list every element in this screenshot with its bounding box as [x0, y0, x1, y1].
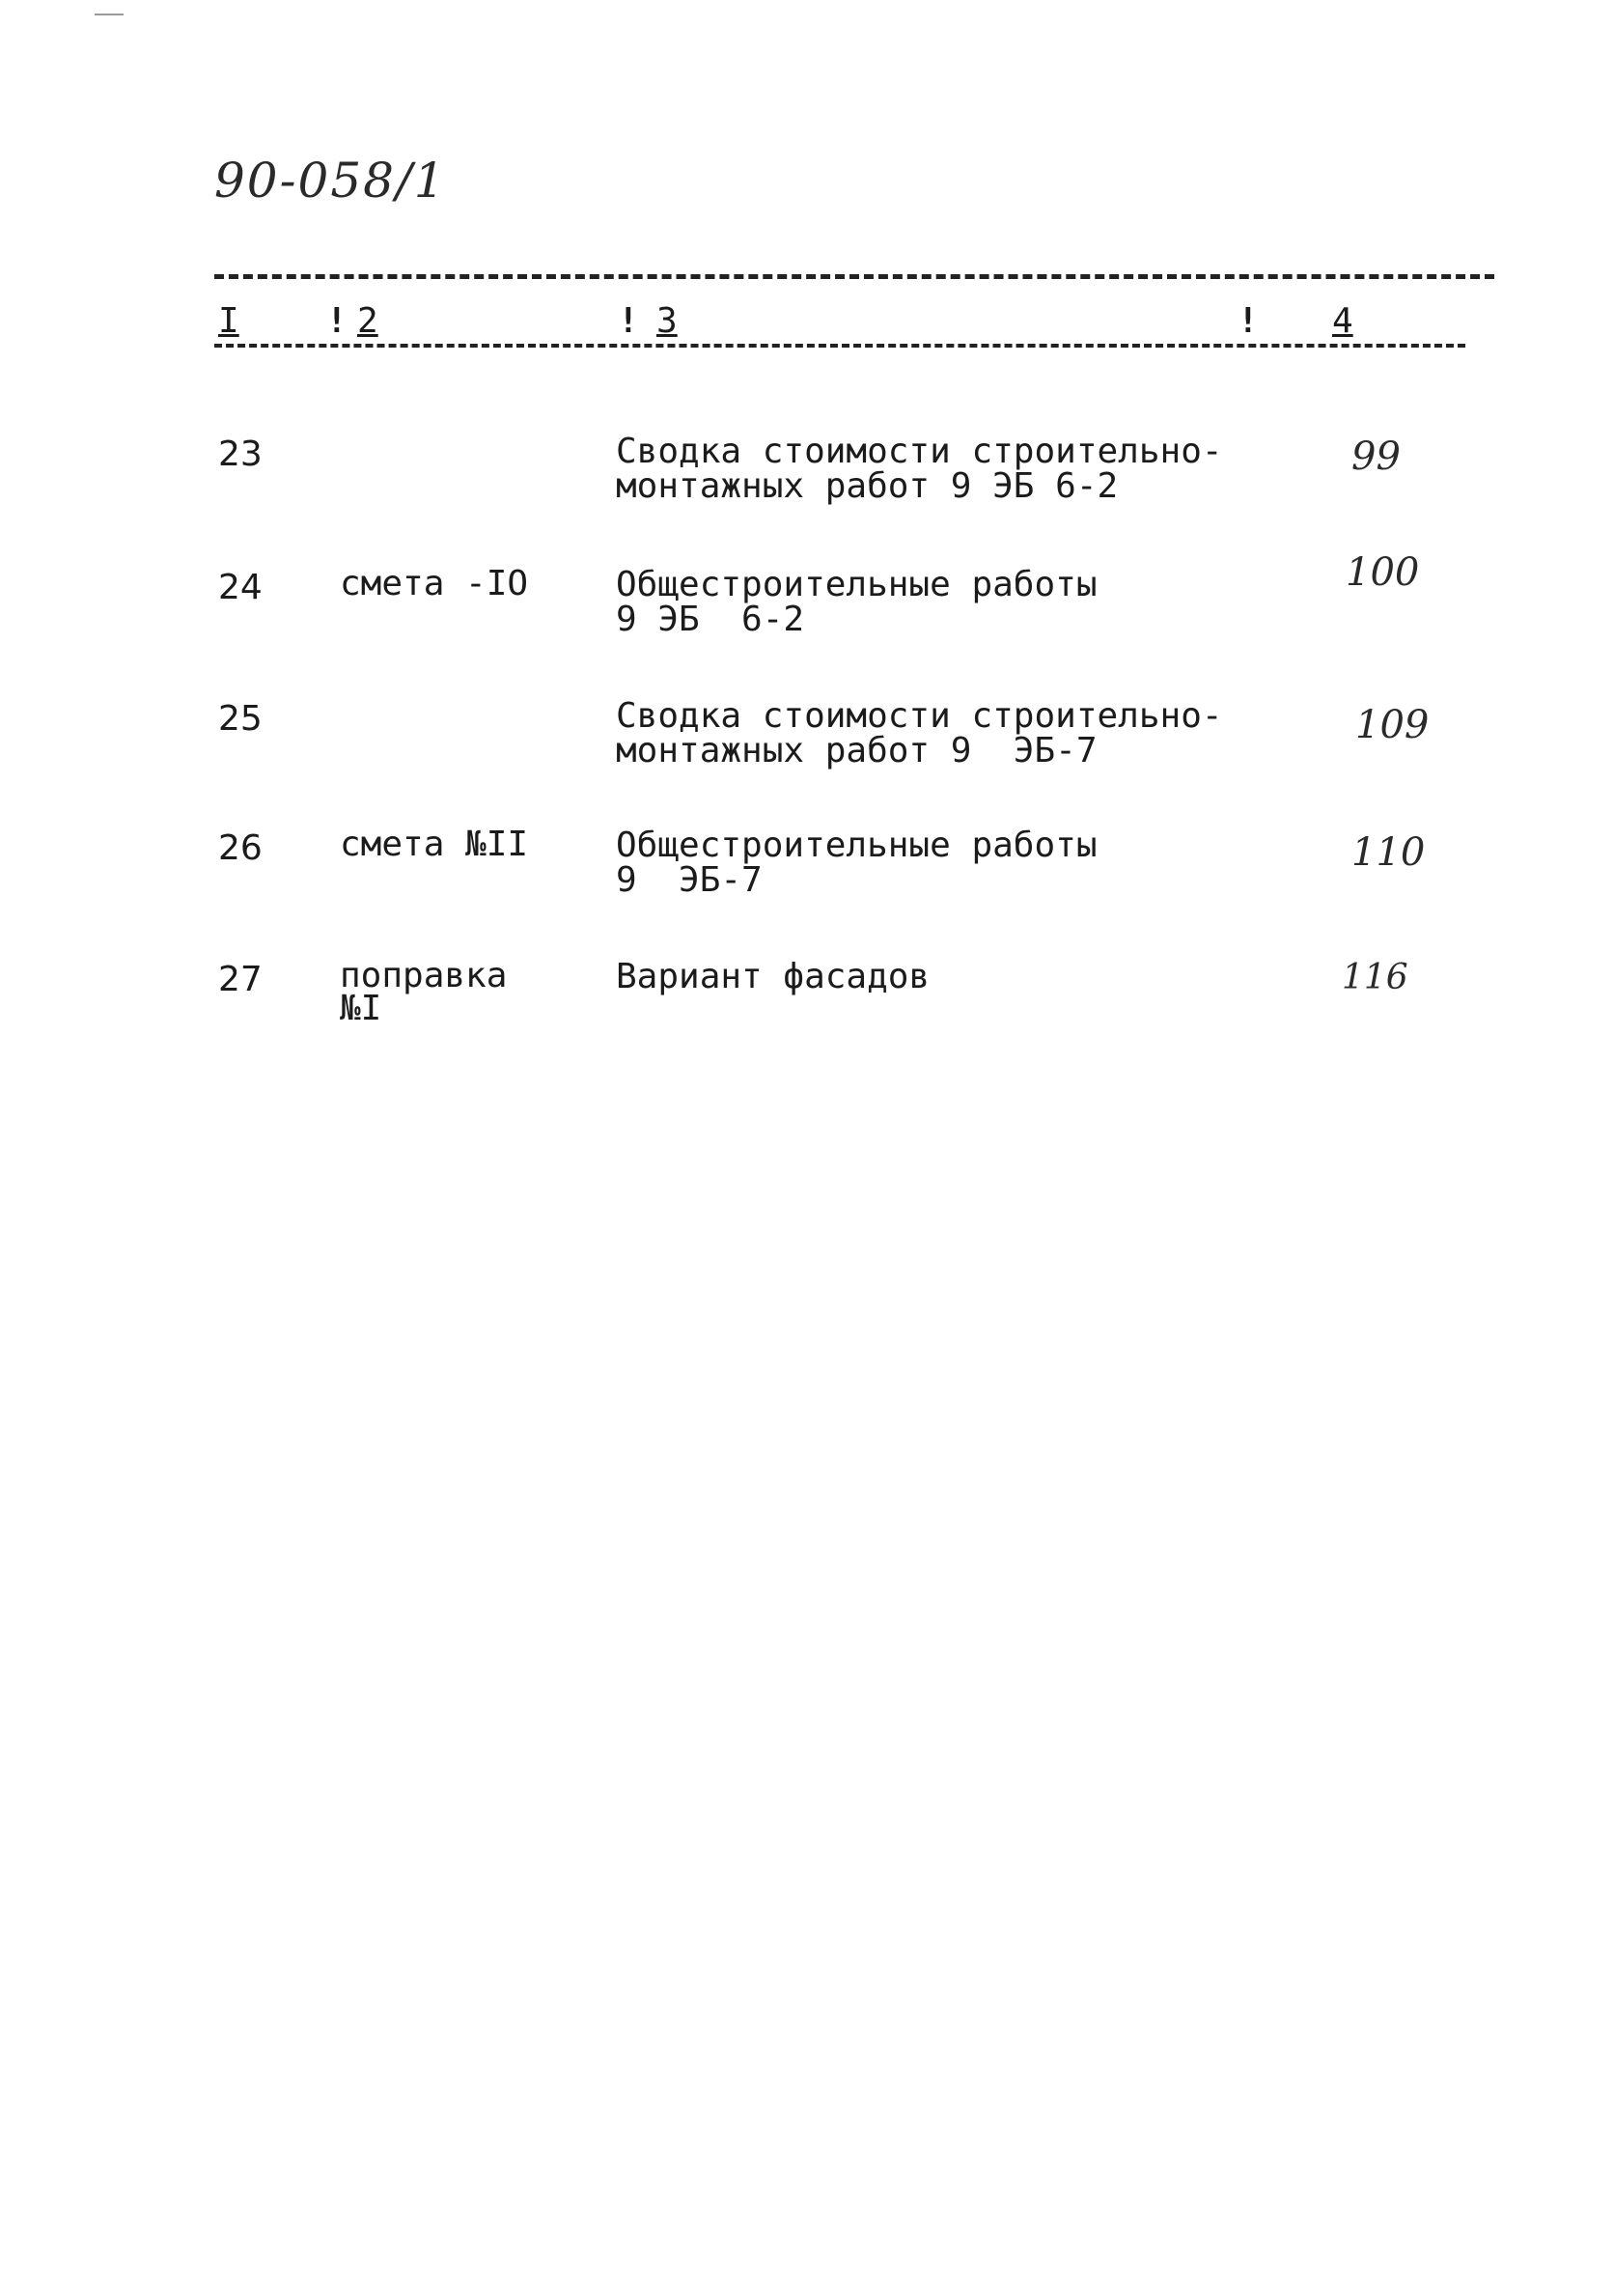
header-separator: ! [326, 301, 348, 341]
header-separator: ! [618, 301, 639, 341]
row-number: 23 [218, 434, 263, 474]
row-title: Вариант фасадов [616, 957, 931, 996]
row-page: 116 [1342, 958, 1408, 997]
row-number: 26 [218, 828, 263, 868]
document-code: 90-058/1 [214, 153, 447, 209]
header-col-3: 3 [656, 301, 678, 341]
header-col-2: 2 [357, 301, 378, 341]
row-page: 100 [1346, 550, 1420, 595]
table-header [0, 301, 1614, 350]
row-number: 24 [218, 568, 263, 607]
row-title: Общестроительные работы 9 ЭБ-7 [616, 826, 1098, 900]
row-reference: смета №II [340, 825, 529, 864]
row-title: Сводка стоимости строительно- монтажных работ 9 ЭБ-7 [616, 696, 1223, 770]
row-page: 99 [1351, 434, 1401, 479]
header-col-4: 4 [1332, 301, 1353, 341]
corner-mark [95, 14, 124, 15]
top-dashed-rule [214, 274, 1494, 279]
row-title: Сводка стоимости строительно- монтажных работ 9 ЭБ 6-2 [616, 432, 1223, 506]
header-separator: ! [1238, 301, 1259, 341]
row-number: 25 [218, 699, 263, 739]
row-reference: поправка №I [340, 956, 508, 1028]
row-page: 110 [1351, 830, 1426, 875]
row-title: Общестроительные работы 9 ЭБ 6-2 [616, 565, 1098, 639]
row-number: 27 [218, 960, 263, 999]
row-reference: смета -IO [340, 564, 529, 603]
row-page: 109 [1355, 703, 1430, 747]
header-col-1: I [218, 301, 239, 341]
header-dashed-rule [214, 344, 1465, 348]
